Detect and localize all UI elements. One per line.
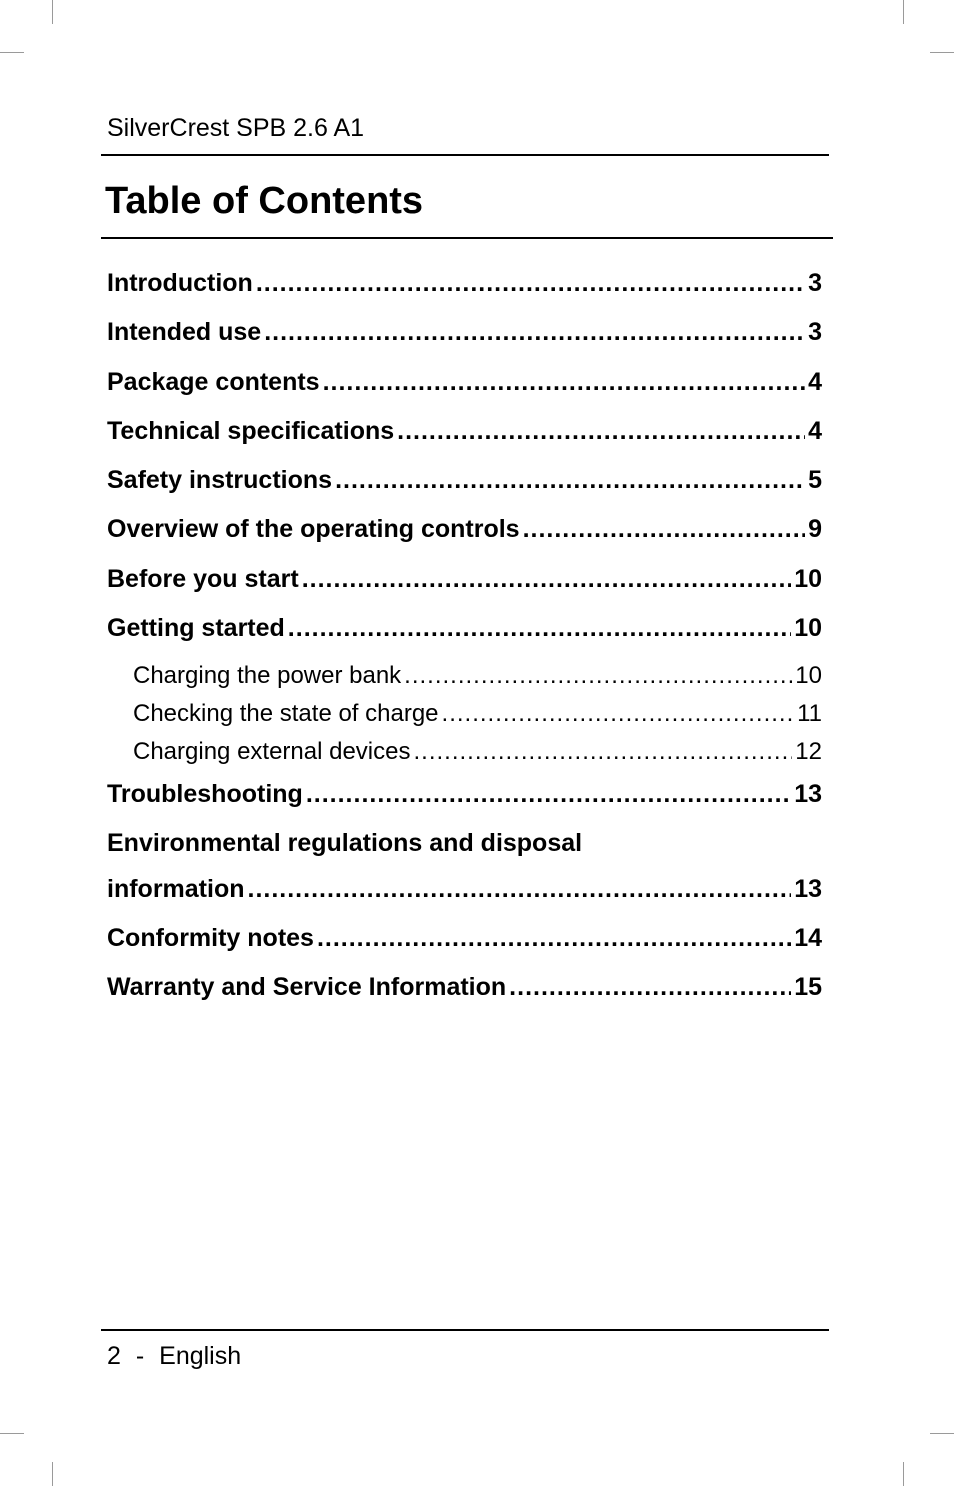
dot-leader <box>404 660 792 692</box>
dot-leader <box>306 777 791 811</box>
page-footer <box>107 1341 241 1371</box>
crop-mark <box>903 0 904 24</box>
dot-leader <box>509 970 791 1004</box>
toc-entry-label: Charging the power bank <box>133 662 402 689</box>
toc-entry-intended-use[interactable] <box>107 315 822 349</box>
toc-entry-package-contents[interactable] <box>107 365 822 399</box>
dot-leader <box>248 872 792 906</box>
toc-entry-environmental-line2[interactable] <box>107 872 822 906</box>
toc-entry-label: Troubleshooting <box>107 780 303 808</box>
dot-leader <box>414 736 793 768</box>
toc-entry-label: Overview of the operating controls <box>107 515 520 543</box>
toc-page-number: 9 <box>808 515 822 543</box>
dot-leader <box>264 315 805 349</box>
toc-entry-label: information <box>107 875 245 903</box>
toc-entry-label: Introduction <box>107 269 253 297</box>
dot-leader <box>323 365 806 399</box>
header-rule <box>101 154 829 156</box>
toc-entry-warranty[interactable] <box>107 970 822 1004</box>
footer-language: English <box>159 1342 242 1370</box>
toc-page-number: 4 <box>808 417 822 445</box>
toc-entry-introduction[interactable] <box>107 266 822 300</box>
toc-page-number: 12 <box>795 738 822 765</box>
toc-entry-technical-specifications[interactable] <box>107 414 822 448</box>
toc-entry-safety-instructions[interactable] <box>107 463 822 497</box>
toc-entry-label: Conformity notes <box>107 924 314 952</box>
dot-leader <box>302 562 791 596</box>
toc-page-number: 13 <box>794 780 822 808</box>
toc-entry-getting-started[interactable] <box>107 611 822 645</box>
dot-leader <box>335 463 805 497</box>
toc-entry-conformity-notes[interactable] <box>107 921 822 955</box>
page-number: 2 <box>107 1342 121 1370</box>
crop-mark <box>930 52 954 53</box>
page-title: Table of Contents <box>105 180 424 222</box>
footer-separator: - <box>135 1342 145 1370</box>
toc-page-number: 4 <box>808 368 822 396</box>
crop-mark <box>52 1462 53 1486</box>
toc-entry-label: Charging external devices <box>133 738 411 765</box>
crop-mark <box>52 0 53 24</box>
toc-entry-label: Warranty and Service Information <box>107 973 507 1001</box>
toc-entry-label: Environmental regulations and disposal <box>107 829 583 857</box>
toc-entry-environmental-line1[interactable] <box>107 826 822 860</box>
toc-page-number: 3 <box>808 318 822 346</box>
footer-rule <box>101 1329 829 1331</box>
dot-leader <box>442 698 795 730</box>
toc-page-number: 10 <box>794 614 822 642</box>
toc-page-number: 5 <box>808 466 822 494</box>
dot-leader <box>256 266 805 300</box>
toc-entry-label: Checking the state of charge <box>133 700 439 727</box>
toc-entry-label: Getting started <box>107 614 285 642</box>
toc-page-number: 10 <box>795 662 822 689</box>
toc-subentry-checking-state-of-charge[interactable] <box>133 698 822 730</box>
toc-page-number: 13 <box>794 875 822 903</box>
running-header: SilverCrest SPB 2.6 A1 <box>107 114 365 142</box>
dot-leader <box>288 611 791 645</box>
toc-page-number: 10 <box>794 565 822 593</box>
title-rule <box>101 237 833 239</box>
toc-page-number: 3 <box>808 269 822 297</box>
toc-entry-overview-controls[interactable] <box>107 512 822 546</box>
toc-entry-label: Package contents <box>107 368 320 396</box>
dot-leader <box>523 512 806 546</box>
dot-leader <box>397 414 805 448</box>
toc-subentry-charging-external-devices[interactable] <box>133 736 822 768</box>
toc-entry-label: Safety instructions <box>107 466 333 494</box>
toc-page-number: 11 <box>797 700 822 727</box>
crop-mark <box>903 1462 904 1486</box>
toc-entry-before-you-start[interactable] <box>107 562 822 596</box>
toc-subentry-charging-power-bank[interactable] <box>133 660 822 692</box>
toc-entry-label: Intended use <box>107 318 262 346</box>
toc-entry-label: Before you start <box>107 565 299 593</box>
toc-page-number: 15 <box>794 973 822 1001</box>
crop-mark <box>0 52 24 53</box>
dot-leader <box>317 921 791 955</box>
crop-mark <box>930 1433 954 1434</box>
toc-page-number: 14 <box>794 924 822 952</box>
crop-mark <box>0 1433 24 1434</box>
toc-entry-label: Technical specifications <box>107 417 395 445</box>
toc-entry-troubleshooting[interactable] <box>107 777 822 811</box>
